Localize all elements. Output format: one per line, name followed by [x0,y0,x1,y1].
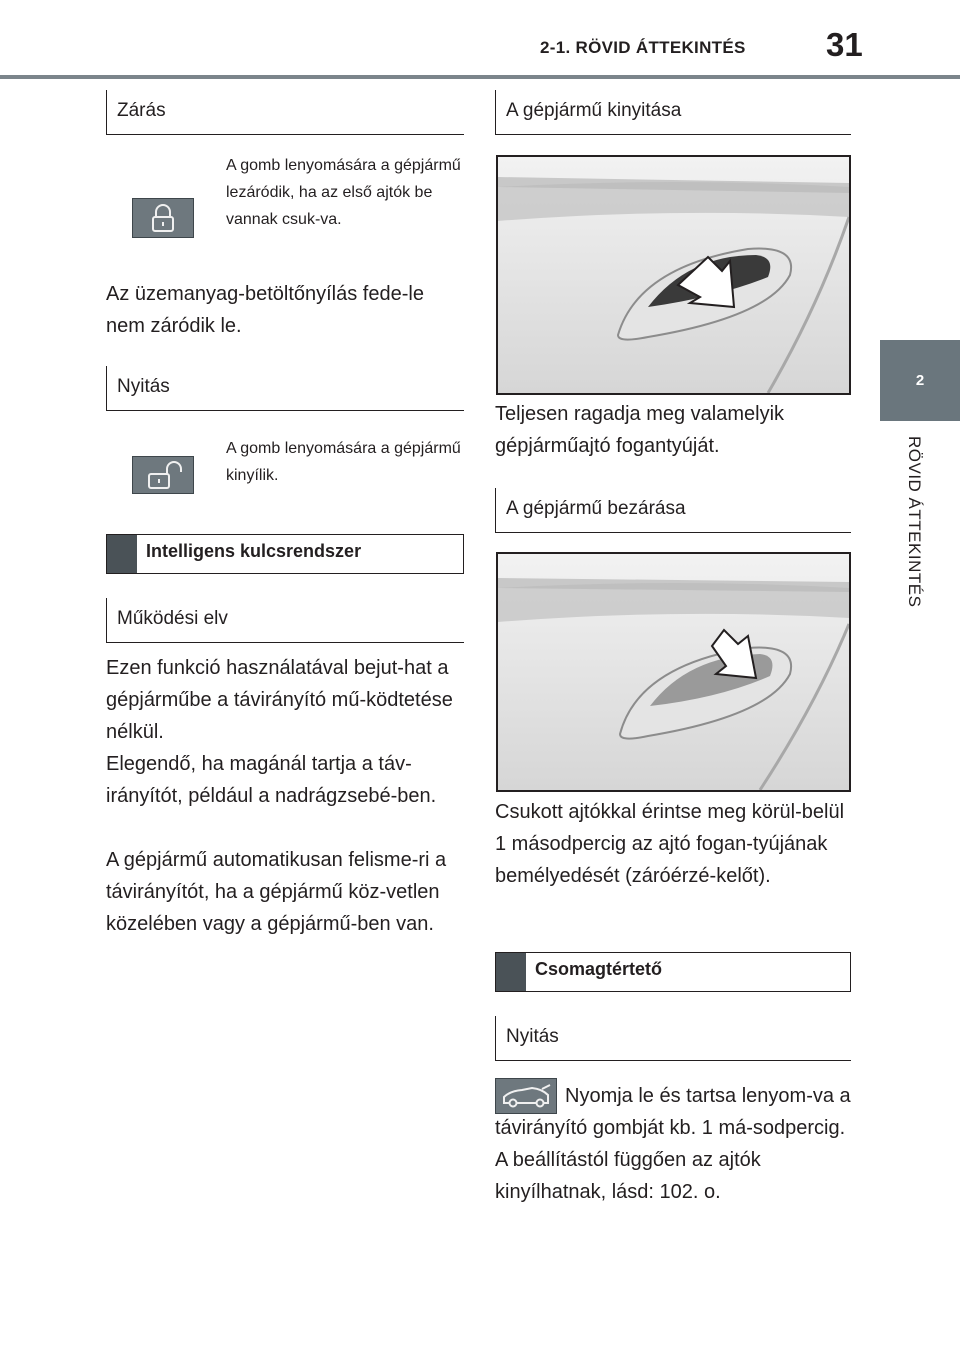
lock-icon [132,198,194,238]
lock-vehicle-text: Csukott ajtókkal érintse meg körül-belül 1 másodpercig az ajtó fogan-tyújának bemélyedését (záróérzé-kelőt). [495,801,845,887]
unlock-button-description: A gomb lenyomására a gépjármű kinyílik. [226,440,461,484]
unlock-vehicle-heading: A gépjármű kinyitása [495,90,851,135]
lock-vehicle-heading: A gépjármű bezárása [495,488,851,533]
door-handle-sensor-illustration [496,552,851,792]
tailgate-section-heading [495,952,851,992]
paragraph-2: Elegendő, ha magánál tartja a táv-irányítót, például a nadrágzsebé-ben. [106,753,437,807]
section-marker [496,953,526,991]
operation-heading: Működési elv [106,598,464,643]
paragraph-1: Ezen funkció használatával bejut-hat a gépjárműbe a távirányító mű-ködtetése nélkül. [106,657,453,743]
section-title: Csomagtértető [535,959,663,979]
chapter-title: RÖVID ÁTTEKINTÉS [905,436,924,608]
door-handle-grip-illustration [496,155,851,395]
running-header: 2-1. RÖVID ÁTTEKINTÉS [540,38,746,57]
fuel-flap-note: Az üzemanyag-betöltőnyílás fede-le nem záródik le. [106,283,424,337]
section-title: Intelligens kulcsrendszer [146,541,362,561]
unlock-icon [132,456,194,494]
locking-heading: Zárás [106,90,464,135]
unlock-vehicle-text: Teljesen ragadja meg valamelyik gépjárműajtó fogantyúját. [495,403,785,457]
chapter-number: 2 [915,372,925,389]
tailgate-text: Nyomja le és tartsa lenyom-va a távirányító gombját kb. 1 má-sodpercig. A beállítástól függően az ajtók kinyílhatnak, lásd: 102. o. [495,1085,851,1203]
section-marker [107,535,137,573]
smart-key-section-heading [106,534,464,574]
page-number: 31 [826,26,863,63]
header-rule [0,75,960,79]
paragraph-3: A gépjármű automatikusan felisme-ri a távirányítót, ha a gépjármű köz-vetlen közelében vagy a gépjármű-ben van. [106,849,447,935]
unlocking-heading: Nyitás [106,366,464,411]
chapter-tab [880,340,960,421]
lock-button-description: A gomb lenyomására a gépjármű lezáródik, ha az első ajtók be vannak csuk-va. [226,157,461,228]
tailgate-open-heading: Nyitás [495,1016,851,1061]
